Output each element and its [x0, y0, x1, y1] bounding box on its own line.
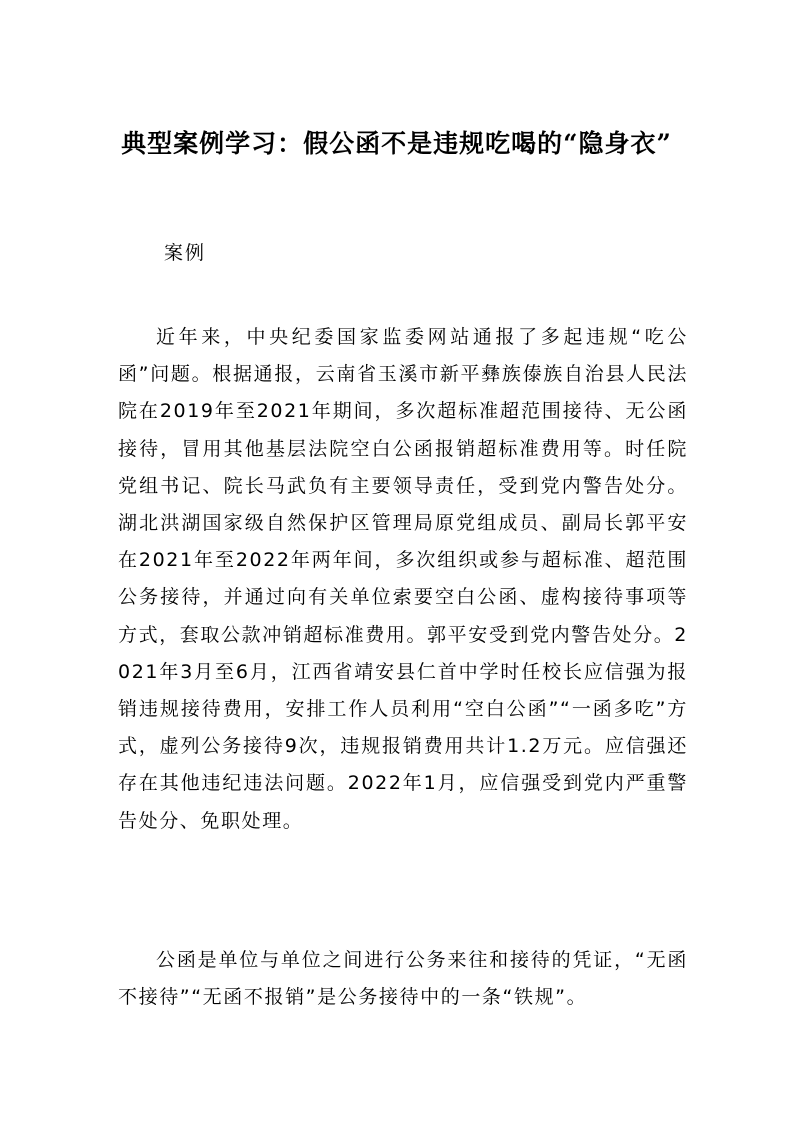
section-label: 案例 — [164, 242, 207, 264]
paragraph-case-summary: 近年来，中央纪委国家监委网站通报了多起违规“吃公函”问题。根据通报，云南省玉溪市新平彝族傣族自治县人民法院在2019年至2021年期间，多次超标准超范围接待、无公函接待，冒用其他基层法院空白公函报销超标准费用等。时任院党组书记、院长马武负有主要领导责任，受到党内警告处分。湖北洪湖国家级自然保护区管理局原党组成员、副局长郭平安在2021年至2022年两年间，多次组织或参与超标准、超范围公务接待，并通过向有关单位索要空白公函、虚构接待事项等方式，套取公款冲销超标准费用。郭平安受到党内警告处分。2021年3月至6月，江西省靖安县仁首中学时任校长应信强为报销违规接待费用，安排工作人员利用“空白公函”“一函多吃”方式，虚列公务接待9次，违规报销费用共计1.2万元。应信强还存在其他违纪违法问题。2022年1月，应信强受到党内严重警告处分、免职处理。 — [118, 326, 688, 832]
document-title: 典型案例学习：假公函不是违规吃喝的“隐身衣” — [121, 129, 672, 158]
paragraph-official-letter: 公函是单位与单位之间进行公务来往和接待的凭证，“无函不接待”“无函不报销”是公务接待中的一条“铁规”。 — [118, 949, 688, 1009]
